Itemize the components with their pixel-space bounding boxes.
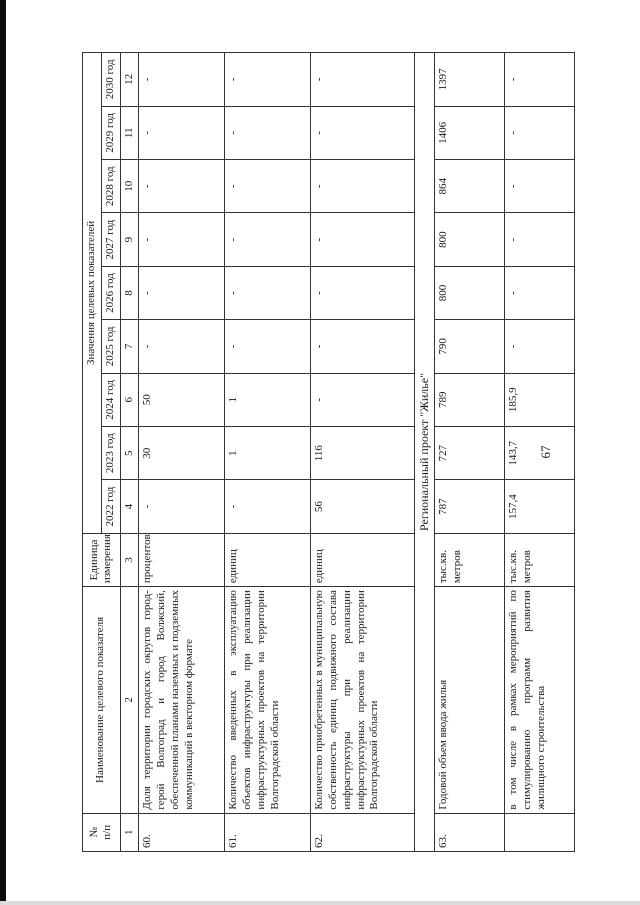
header-year: 2029 год	[101, 106, 120, 159]
row-value: 56	[311, 480, 415, 533]
row-value: -	[505, 213, 575, 266]
header-unit: Единица измерения	[83, 533, 121, 586]
header-year: 2022 год	[101, 480, 120, 533]
row-num: 61.	[225, 813, 311, 851]
row-value: 1	[225, 426, 311, 479]
column-index: 1	[120, 813, 139, 851]
row-value: 1397	[435, 53, 505, 107]
row-value: -	[311, 160, 415, 213]
section-title: Региональный проект "Жилье"	[415, 53, 435, 852]
column-index-row	[120, 53, 139, 852]
column-index: 4	[120, 480, 139, 533]
row-unit: единиц	[311, 533, 415, 586]
column-index: 6	[120, 373, 139, 426]
column-index: 5	[120, 426, 139, 479]
header-year: 2026 год	[101, 266, 120, 319]
row-value: -	[225, 480, 311, 533]
row-value: 790	[435, 320, 505, 373]
row-name: Годовой объем ввода жилья	[435, 587, 505, 813]
row-value: -	[225, 160, 311, 213]
row-name: Количество введенных в эксплуатацию объектов инфраструктуры при реализации инфраструктурных проектов на территории Волгоградской области	[225, 587, 311, 813]
row-value: 727	[435, 426, 505, 479]
row-value: -	[139, 53, 225, 107]
row-value: 787	[435, 480, 505, 533]
row-value: 143,7	[505, 426, 575, 479]
row-num: 62.	[311, 813, 415, 851]
indicators-table	[82, 52, 575, 852]
header-year: 2023 год	[101, 426, 120, 479]
row-value: 157,4	[505, 480, 575, 533]
header-values-group: Значения целевых показателей	[83, 53, 102, 534]
row-value: -	[505, 320, 575, 373]
header-year: 2024 год	[101, 373, 120, 426]
row-unit: тыс.кв. метров	[505, 533, 575, 586]
row-unit: единиц	[225, 533, 311, 586]
header-name: Наименование целевого показателя	[83, 587, 121, 813]
row-value: -	[311, 106, 415, 159]
column-index: 7	[120, 320, 139, 373]
row-name: Количество приобретенных в муниципальную собственность единиц подвижного состава инфраструктуры при реализации инфраструктурных проектов на территории Волгоградской области	[311, 587, 415, 813]
row-value: 116	[311, 426, 415, 479]
row-value: -	[505, 160, 575, 213]
row-value: 1406	[435, 106, 505, 159]
row-name: в том числе в рамках мероприятий по стимулированию программ развития жилищного строительства	[505, 587, 575, 813]
row-name: Доля территории городских округов город-герой Волгоград и город Волжский, обеспеченной планами наземных и подземных коммуникаций в векторном формате	[139, 587, 225, 813]
table-row	[435, 53, 505, 852]
scan-edge	[0, 0, 6, 905]
column-index: 12	[120, 53, 139, 107]
row-value: -	[505, 53, 575, 107]
column-index: 11	[120, 106, 139, 159]
row-num: 60.	[139, 813, 225, 851]
header-row-1	[83, 53, 102, 852]
page-number: 67	[538, 445, 553, 459]
row-value: 30	[139, 426, 225, 479]
row-value: -	[139, 106, 225, 159]
row-value: 800	[435, 266, 505, 319]
column-index: 8	[120, 266, 139, 319]
row-value: 789	[435, 373, 505, 426]
row-value: -	[311, 373, 415, 426]
header-year: 2027 год	[101, 213, 120, 266]
row-value: -	[225, 266, 311, 319]
table-row	[505, 53, 575, 852]
row-value: 185,9	[505, 373, 575, 426]
row-unit: тыс.кв. метров	[435, 533, 505, 586]
row-value: -	[311, 266, 415, 319]
row-value: -	[225, 53, 311, 107]
row-value: -	[139, 266, 225, 319]
column-index: 10	[120, 160, 139, 213]
row-num	[505, 813, 575, 851]
header-num: № п/п	[83, 813, 121, 851]
row-value: -	[505, 266, 575, 319]
table-row	[139, 53, 225, 852]
table-row	[311, 53, 415, 852]
row-value: -	[139, 320, 225, 373]
scan-edge-bottom	[0, 901, 640, 905]
header-year: 2025 год	[101, 320, 120, 373]
header-year: 2028 год	[101, 160, 120, 213]
row-value: -	[311, 320, 415, 373]
row-value: 1	[225, 373, 311, 426]
row-value: -	[225, 320, 311, 373]
row-value: -	[505, 106, 575, 159]
row-value: 800	[435, 213, 505, 266]
row-value: -	[139, 160, 225, 213]
column-index: 9	[120, 213, 139, 266]
row-value: -	[225, 106, 311, 159]
row-value: -	[311, 53, 415, 107]
row-value: -	[139, 480, 225, 533]
row-value: -	[311, 213, 415, 266]
row-value: 864	[435, 160, 505, 213]
row-value: -	[139, 213, 225, 266]
column-index: 3	[120, 533, 139, 586]
row-value: -	[225, 213, 311, 266]
row-value: 50	[139, 373, 225, 426]
section-row	[415, 53, 435, 852]
header-year: 2030 год	[101, 53, 120, 107]
rotated-table-area	[82, 52, 634, 852]
row-num: 63.	[435, 813, 505, 851]
column-index: 2	[120, 587, 139, 813]
row-unit: процентов	[139, 533, 225, 586]
table-row	[225, 53, 311, 852]
